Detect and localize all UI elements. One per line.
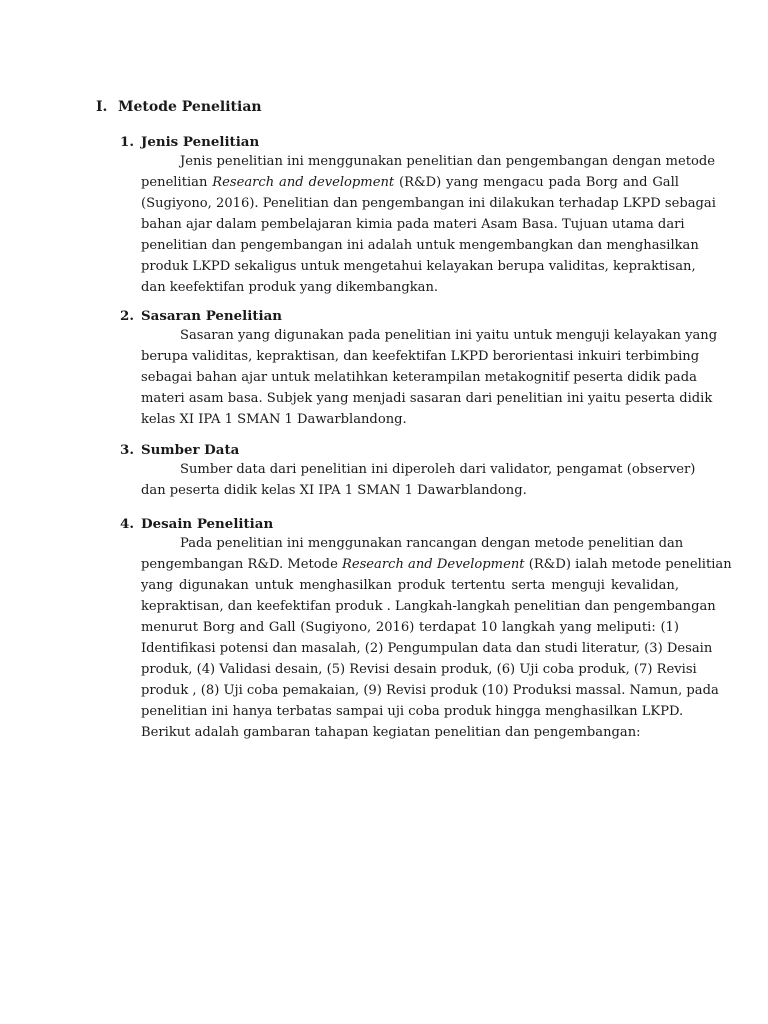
paragraph-line: kepraktisan, dan keefektifan produk . Langkah-langkah penelitian dan pengembangan [141,599,716,614]
paragraph-line: Identifikasi potensi dan masalah, (2) Pengumpulan data dan studi literatur, (3) Desain [141,641,713,656]
chapter-heading [96,99,262,115]
section-heading [120,442,239,458]
italic-term: Research and development [212,175,395,190]
paragraph-line: bahan ajar dalam pembelajaran kimia pada materi Asam Basa. Tujuan utama dari [141,217,685,232]
paragraph-line: dan peserta didik kelas XI IPA 1 SMAN 1 Dawarblandong. [141,483,527,498]
paragraph-line: Sasaran yang digunakan pada penelitian ini yaitu untuk menguji kelayakan yang [180,328,718,343]
paragraph-line: yang digunakan untuk menghasilkan produk tertentu serta menguji kevalidan, [141,578,679,593]
paragraph-line: Pada penelitian ini menggunakan rancangan dengan metode penelitian dan [180,536,684,551]
section-title: Jenis Penelitian [141,134,260,150]
paragraph-line: dan keefektifan produk yang dikembangkan. [141,280,439,295]
paragraph-line: Jenis penelitian ini menggunakan penelitian dan pengembangan dengan metode [180,154,716,169]
paragraph-line: kelas XI IPA 1 SMAN 1 Dawarblandong. [141,412,407,427]
section-number: 1. [120,134,134,150]
paragraph-line: produk LKPD sekaligus untuk mengetahui kelayakan berupa validitas, kepraktisan, [141,259,696,274]
paragraph-line: penelitian dan pengembangan ini adalah untuk mengembangkan dan menghasilkan [141,238,699,253]
section-heading [120,516,273,532]
paragraph-line: pengembangan R&D. Metode Research and Development (R&D) ialah metode penelitian [141,557,732,572]
paragraph-line: menurut Borg and Gall (Sugiyono, 2016) terdapat 10 langkah yang meliputi: (1) [141,620,679,635]
paragraph-line: produk, (4) Validasi desain, (5) Revisi desain produk, (6) Uji coba produk, (7) Revisi [141,662,697,677]
paragraph-line: Sumber data dari penelitian ini diperoleh dari validator, pengamat (observer) [180,462,696,477]
section-heading [120,134,259,150]
paragraph-line: materi asam basa. Subjek yang menjadi sasaran dari penelitian ini yaitu peserta didik [141,391,713,406]
paragraph-line: Berikut adalah gambaran tahapan kegiatan penelitian dan pengembangan: [141,725,641,740]
section-number: 4. [120,516,134,532]
paragraph-line: (Sugiyono, 2016). Penelitian dan pengembangan ini dilakukan terhadap LKPD sebagai [141,196,716,211]
section-heading [120,308,282,324]
paragraph-line: produk , (8) Uji coba pemakaian, (9) Revisi produk (10) Produksi massal. Namun, pada [141,683,719,698]
paragraph-line: sebagai bahan ajar untuk melatihkan keterampilan metakognitif peserta didik pada [141,370,697,385]
chapter-number: I. [96,99,108,115]
section-title: Sumber Data [141,442,240,458]
paragraph-line: penelitian ini hanya terbatas sampai uji coba produk hingga menghasilkan LKPD. [141,704,684,719]
section-title: Sasaran Penelitian [141,308,283,324]
chapter-title: Metode Penelitian [118,99,262,115]
section-number: 3. [120,442,134,458]
section-title: Desain Penelitian [141,516,274,532]
section-number: 2. [120,308,134,324]
italic-term: Research and Development [341,557,525,572]
paragraph-line: penelitian Research and development (R&D) yang mengacu pada Borg and Gall [141,175,679,190]
paragraph-line: berupa validitas, kepraktisan, dan keefektifan LKPD berorientasi inkuiri terbimbing [141,349,700,364]
